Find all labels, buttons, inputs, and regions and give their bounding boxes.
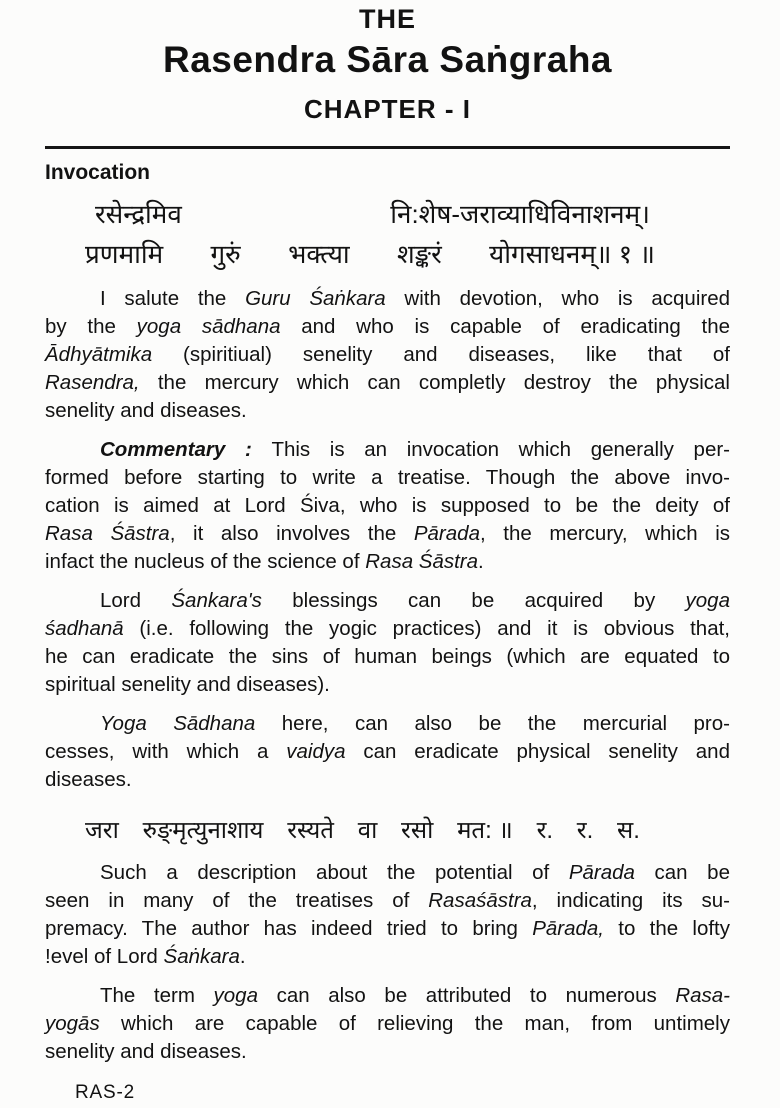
text-segment: Lord bbox=[100, 589, 172, 612]
text-segment: the mercury which can completly destroy the physical bbox=[139, 371, 730, 394]
text-line bbox=[45, 436, 730, 464]
text-segment: vaidya bbox=[286, 740, 346, 763]
text-segment: Pārada bbox=[413, 522, 480, 545]
chapter-heading: CHAPTER - I bbox=[304, 94, 471, 124]
text-segment: yoga bbox=[213, 984, 258, 1007]
text-segment: Rasaśāstra bbox=[428, 889, 532, 912]
sanskrit-quote bbox=[85, 814, 640, 848]
quote-word: स. bbox=[617, 817, 640, 844]
text-line bbox=[45, 643, 730, 671]
text-line bbox=[45, 859, 730, 887]
quote-word: र. bbox=[576, 817, 594, 844]
text-segment: spiritual senelity and diseases). bbox=[45, 673, 330, 696]
text-line bbox=[45, 464, 730, 492]
text-line bbox=[45, 492, 730, 520]
quote-word: मत: ॥ bbox=[457, 817, 513, 844]
text-segment: , indicating its su- bbox=[531, 889, 731, 912]
book-kicker: THE bbox=[359, 4, 416, 34]
text-segment: The term bbox=[100, 984, 214, 1007]
text-segment: which are capable of relieving the man, from untimely bbox=[99, 1012, 730, 1035]
text-segment: yogās bbox=[45, 1012, 100, 1035]
text-segment: cation is aimed at Lord Śiva, who is supposed to be the deity of bbox=[45, 494, 730, 517]
text-segment: by the bbox=[45, 315, 137, 338]
verse-word: भक्त्या bbox=[288, 239, 350, 269]
text-segment: Commentary : bbox=[100, 438, 272, 461]
text-line bbox=[45, 943, 730, 971]
text-line bbox=[45, 710, 730, 738]
body-paragraph bbox=[45, 587, 730, 699]
text-segment: Rasa Śāstra bbox=[45, 522, 170, 545]
text-line bbox=[45, 1038, 730, 1066]
text-segment: yoga sādhana bbox=[136, 315, 281, 338]
sanskrit-verse bbox=[45, 194, 730, 274]
text-segment: with devotion, who is acquired bbox=[385, 287, 731, 310]
text-segment: diseases. bbox=[45, 768, 132, 791]
text-line bbox=[45, 738, 730, 766]
text-segment: Rasendra, bbox=[45, 371, 140, 394]
verse-word: नि:शेष-जराव्याधिविनाशनम्। bbox=[390, 199, 650, 229]
quote-word: रुङ्मृत्युनाशाय bbox=[142, 817, 264, 844]
text-segment: can also be attributed to numerous bbox=[257, 984, 676, 1007]
body-paragraph bbox=[45, 859, 730, 971]
text-line bbox=[45, 587, 730, 615]
text-segment: here, can also be the mercurial pro- bbox=[255, 712, 730, 735]
text-line bbox=[45, 548, 730, 576]
text-line bbox=[45, 615, 730, 643]
quote-word: र. bbox=[536, 817, 554, 844]
text-segment: , it also involves the bbox=[169, 522, 414, 545]
text-segment: he can eradicate the sins of human beings (which are equated to bbox=[45, 645, 730, 668]
text-segment: cesses, with which a bbox=[45, 740, 287, 763]
text-segment: Rasa- bbox=[675, 984, 731, 1007]
text-segment: and who is capable of eradicating the bbox=[280, 315, 730, 338]
text-segment: infact the nucleus of the science of bbox=[45, 550, 366, 573]
body-paragraph bbox=[45, 285, 730, 425]
text-segment: (spiritiual) senelity and diseases, like that of bbox=[152, 343, 730, 366]
text-segment: Guru Śaṅkara bbox=[245, 287, 386, 310]
text-segment: premacy. The author has indeed tried to bring bbox=[45, 917, 533, 940]
text-segment: I salute the bbox=[100, 287, 246, 310]
paragraphs-after-quote bbox=[45, 859, 730, 1066]
text-segment: . bbox=[239, 945, 246, 968]
text-segment: Pārada, bbox=[532, 917, 604, 940]
book-title: Rasendra Sāra Saṅgraha bbox=[162, 39, 613, 80]
text-segment: blessings can be acquired by bbox=[261, 589, 686, 612]
text-segment: Yoga Sādhana bbox=[100, 712, 256, 735]
text-segment: can be bbox=[634, 861, 730, 884]
paragraphs-before-quote bbox=[45, 285, 730, 794]
verse-word: रसेन्द्रमिव bbox=[95, 199, 182, 229]
quote-word: जरा bbox=[85, 817, 119, 844]
text-segment: senelity and diseases. bbox=[45, 399, 247, 422]
verse-word: प्रणमामि bbox=[85, 239, 164, 269]
text-segment: senelity and diseases. bbox=[45, 1040, 247, 1063]
text-segment: Such a description about the potential of bbox=[100, 861, 569, 884]
page-footer-signature: RAS-2 bbox=[75, 1082, 135, 1103]
text-segment: Śankara's bbox=[171, 589, 262, 612]
text-line bbox=[45, 915, 730, 943]
body-paragraph bbox=[45, 436, 730, 576]
text-segment: Ādhyātmika bbox=[45, 343, 153, 366]
quote-word: रस्यते bbox=[287, 817, 334, 844]
verse-word: गुरुं bbox=[210, 239, 241, 269]
text-line bbox=[45, 520, 730, 548]
text-segment: to the lofty bbox=[604, 917, 730, 940]
text-segment: seen in many of the treatises of bbox=[45, 889, 429, 912]
text-segment: yoga bbox=[685, 589, 730, 612]
section-heading-invocation: Invocation bbox=[45, 161, 151, 184]
text-segment: (i.e. following the yogic practices) and it is obvious that, bbox=[123, 617, 730, 640]
verse-word: शङ्करं bbox=[397, 239, 442, 269]
text-segment: , the mercury, which is bbox=[479, 522, 730, 545]
verse-line-2 bbox=[85, 234, 655, 274]
text-segment: Rasa Śāstra bbox=[365, 550, 479, 573]
text-line bbox=[45, 671, 730, 699]
text-line bbox=[45, 397, 730, 425]
text-segment: can eradicate physical senelity and bbox=[345, 740, 730, 763]
text-segment: !evel of Lord bbox=[45, 945, 164, 968]
text-segment: Śaṅkara bbox=[163, 945, 240, 968]
text-line bbox=[45, 982, 730, 1010]
text-segment: śadhanā bbox=[45, 617, 124, 640]
quote-word: रसो bbox=[401, 817, 434, 844]
text-line bbox=[45, 766, 730, 794]
text-line bbox=[45, 285, 730, 313]
quote-word: वा bbox=[357, 817, 378, 844]
text-line bbox=[45, 887, 730, 915]
body-paragraph bbox=[45, 710, 730, 794]
text-segment: . bbox=[478, 550, 484, 573]
text-segment: Pārada bbox=[568, 861, 635, 884]
verse-line-1 bbox=[95, 194, 650, 234]
text-line bbox=[45, 1010, 730, 1038]
text-line bbox=[45, 369, 730, 397]
text-line bbox=[45, 341, 730, 369]
text-segment: formed before starting to write a treatise. Though the above invo- bbox=[45, 466, 730, 489]
verse-word: योगसाधनम्॥ १ ॥ bbox=[489, 239, 655, 269]
text-segment: This is an invocation which generally per- bbox=[271, 438, 730, 461]
text-line bbox=[45, 313, 730, 341]
body-paragraph bbox=[45, 982, 730, 1066]
divider-rule bbox=[45, 146, 730, 149]
